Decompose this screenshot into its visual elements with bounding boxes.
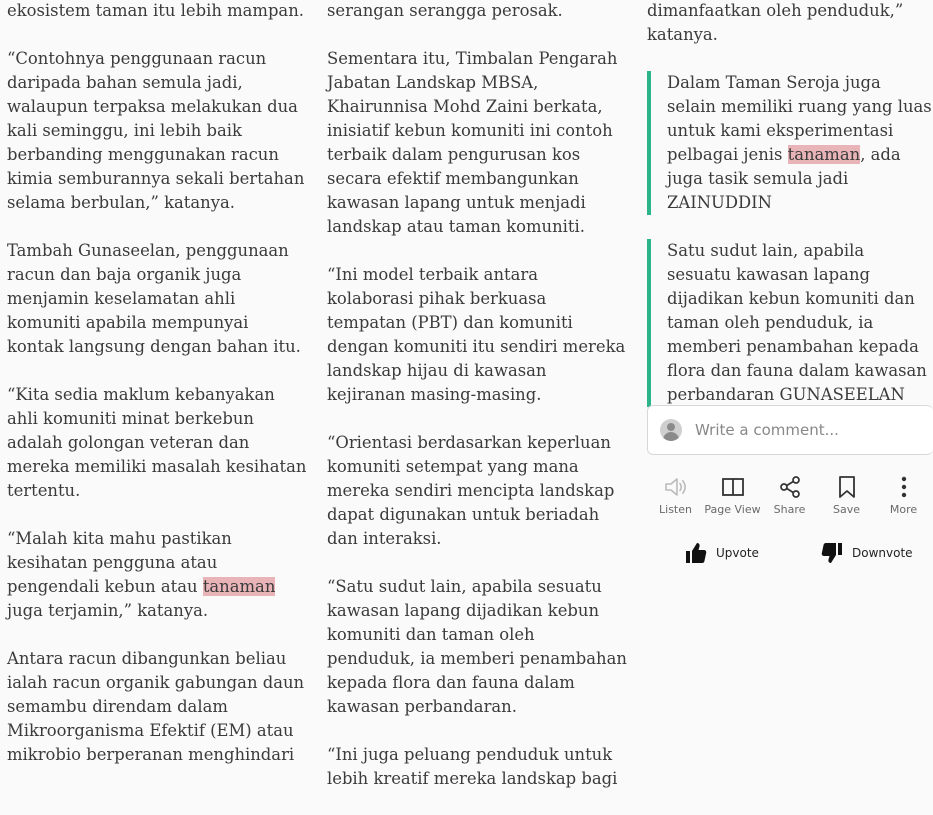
article-column-3 [647,0,933,431]
highlighted-keyword[interactable]: tanaman [787,145,861,164]
paragraph: serangan serangga perosak. [327,1,563,20]
text-run: “Malah kita mahu pastikan kesihatan pengguna atau pengendali kebun atau [7,529,232,596]
paragraph: “Orientasi berdasarkan keperluan komuniti setempat yang mana mereka sendiri mencipta landskap dapat digunakan untuk beriadah dan interaksi. [327,433,615,548]
paragraph: “Satu sudut lain, apabila sesuatu kawasan lapang dijadikan kebun komuniti dan taman oleh penduduk, ia memberi penambahan kepada flora dan fauna dalam kawasan perbandaran. [327,577,627,716]
paragraph: “Contohnya penggunaan racun daripada bahan semula jadi, walaupun terpaksa melakukan dua kali seminggu, ini lebih baik berbanding menggunakan racun kimia semburannya sekali bertahan selama berbulan,” katanya. [7,49,305,212]
share-label: Share [773,503,806,516]
avatar [660,419,682,441]
image-caption: Satu sudut lain, apabila sesuatu kawasan lapang dijadikan kebun komuniti dan taman oleh penduduk, ia memberi penambahan kepada flora dan fauna dalam kawasan perbandaran GUNASEELAN [647,239,933,407]
image-caption [647,71,933,215]
paragraph: “Ini juga peluang penduduk untuk lebih kreatif mereka landskap bagi [327,745,618,788]
thumbs-up-icon [685,542,707,564]
article-column-2 [327,0,627,815]
comment-input[interactable] [647,405,933,455]
comment-placeholder: Write a comment... [695,421,839,439]
highlighted-keyword[interactable]: tanaman [202,577,276,596]
paragraph: Sementara itu, Timbalan Pengarah Jabatan Landskap MBSA, Khairunnisa Mohd Zaini berkata, inisiatif kebun komuniti ini contoh terbaik dalam pengurusan kos secara efektif membangunkan kawasan lapang untuk menjadi landskap atau taman komuniti. [327,49,618,236]
listen-label: Listen [659,503,692,516]
paragraph: “Kita sedia maklum kebanyakan ahli komuniti minat berkebun adalah golongan veteran dan mereka memiliki masalah kesihatan tertentu. [7,385,307,500]
paragraph: dimanfaatkan oleh penduduk,” katanya. [647,1,904,44]
paragraph: Tambah Gunaseelan, penggunaan racun dan baja organik juga menjamin keselamatan ahli komuniti apabila mempunyai kontak langsung dengan bahan itu. [7,241,301,356]
article-column-1 [7,0,307,791]
page-view-label: Page View [704,503,761,516]
page-view-icon [721,472,745,502]
paragraph: ekosistem taman itu lebih mampan. [7,1,304,20]
upvote-label: Upvote [716,546,759,560]
text-run: juga terjamin,” katanya. [7,601,209,620]
upvote-button[interactable] [685,542,759,564]
save-button[interactable] [818,472,875,516]
article-action-bar [647,472,933,516]
downvote-label: Downvote [852,546,913,560]
more-label: More [889,503,918,516]
thumbs-down-icon [821,542,843,564]
share-button[interactable] [761,472,818,516]
more-button[interactable] [875,472,932,516]
save-label: Save [832,503,860,516]
share-icon [778,472,802,502]
vote-bar [647,540,933,568]
paragraph: Antara racun dibangunkan beliau ialah racun organik gabungan daun semambu direndam dalam Mikroorganisma Efektif (EM) atau mikrobio berperanan menghindari [7,649,305,764]
bookmark-icon [837,472,857,502]
downvote-button[interactable] [821,542,913,564]
paragraph [7,527,307,623]
listen-button[interactable] [647,472,704,516]
paragraph: “Ini model terbaik antara kolaborasi pihak berkuasa tempatan (PBT) dan komuniti dengan komuniti itu sendiri mereka landskap hijau di kawasan kejiranan masing-masing. [327,265,626,404]
page-view-button[interactable] [704,472,761,516]
more-vertical-icon [899,472,909,502]
text-run: Dalam Taman Seroja juga selain memiliki ruang yang luas untuk kami eksperimentasi pelbagai jenis [667,73,932,164]
speaker-icon [663,472,689,502]
text-run: , ada juga tasik semula jadi ZAINUDDIN [667,145,901,212]
